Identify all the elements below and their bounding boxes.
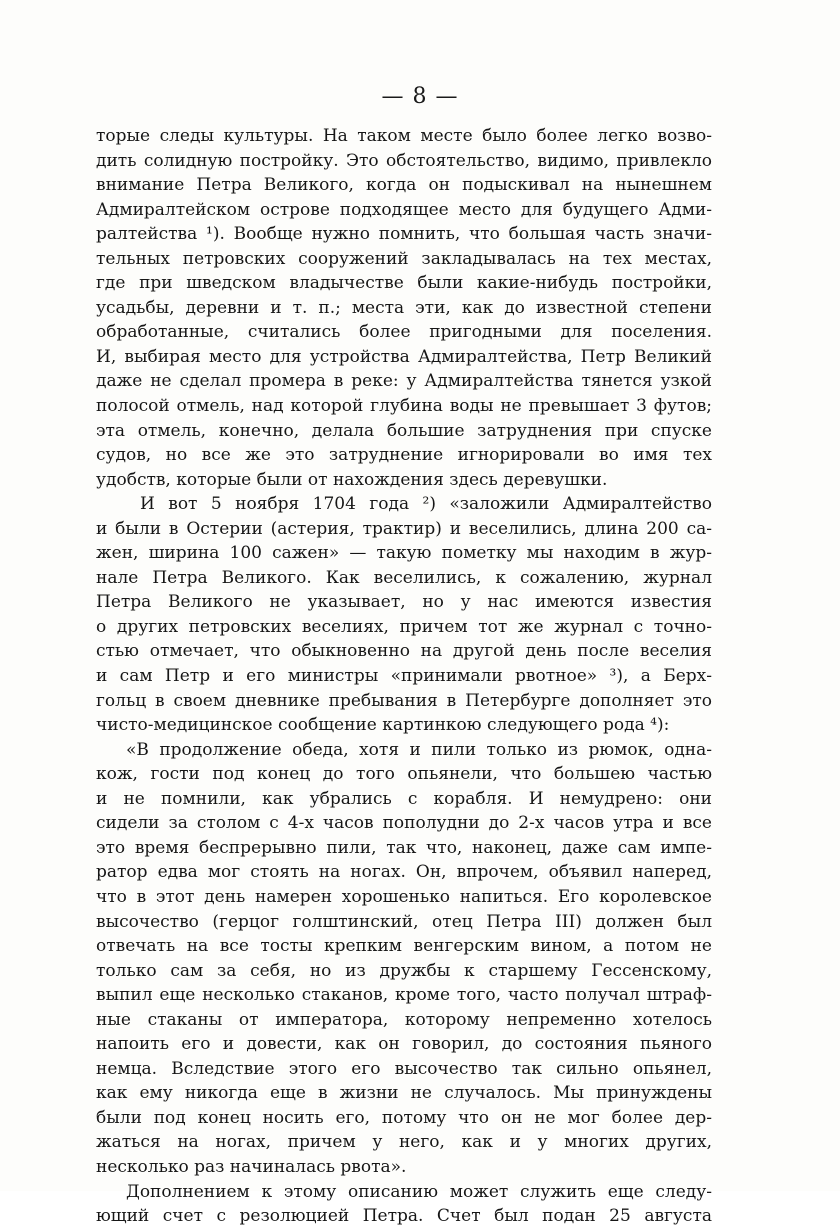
paragraph-start-line: И вот 5 ноября 1704 года ²) «заложили Адмиралтейство [140,494,712,515]
text-line: судов, но все же это затруднение игнорировали во имя тех [96,445,712,466]
text-line: кож, гости под конец до того опьянели, что большею частью [96,764,712,785]
text-line: и не помнили, как убрались с корабля. И немудрено: они [96,788,712,809]
text-line: И, выбирая место для устройства Адмиралтейства, Петр Великий [96,346,712,367]
text-line: были под конец носить его, потому что он не мог более дер- [96,1107,712,1128]
text-line: ные стаканы от императора, которому непременно хотелось [96,1009,712,1030]
text-line: высочество (герцог голштинский, отец Петра III) должен был [96,911,712,932]
text-line: выпил еще несколько стаканов, кроме того, часто получал штраф- [96,985,712,1006]
text-line: торые следы культуры. На таком месте было более легко возво- [96,126,712,146]
text-line: усадьбы, деревни и т. п.; места эти, как до известной степени [96,297,712,318]
text-line: ющий счет с резолюцией Петра. Счет был подан 25 августа [96,1206,712,1227]
text-line: и сам Петр и его министры «принимали рвотное» ³), а Берх- [96,666,712,687]
text-line: нале Петра Великого. Как веселились, к сожалению, журнал [96,567,712,588]
page-number: — 8 — [381,84,459,109]
text-line: жен, ширина 100 сажен» — такую пометку мы находим в жур- [96,543,712,564]
text-line: несколько раз начиналась рвота». [96,1156,407,1177]
text-line: гольц в своем дневнике пребывания в Петербурге дополняет это [96,690,712,711]
text-line: о других петровских веселиях, причем тот же журнал с точно- [96,616,712,637]
text-line: ралтейства ¹). Вообще нужно помнить, что большая часть значи- [96,224,712,245]
text-line: немца. Вследствие этого его высочество так сильно опьянел, [96,1058,712,1079]
text-line: сидели за столом с 4-х часов пополудни до 2-х часов утра и все [96,813,712,834]
text-line: чисто-медицинское сообщение картинкою следующего рода ⁴): [96,715,670,736]
text-line: это время беспрерывно пили, так что, наконец, даже сам импе- [96,837,712,858]
paragraph-start-line: Дополнением к этому описанию может служить еще следу- [126,1181,712,1202]
text-line: что в этот день намерен хорошенько напиться. Его королевское [96,886,712,907]
text-line: дить солидную постройку. Это обстоятельство, видимо, привлекло [96,150,712,171]
text-line: обработанные, считались более пригодными для поселения. [96,322,712,343]
text-line: и были в Остерии (астерия, трактир) и веселились, длина 200 са- [96,518,712,539]
text-line: удобств, которые были от нахождения здесь деревушки. [96,469,608,490]
quote-start-line: «В продолжение обеда, хотя и пили только из рюмок, одна- [126,739,712,760]
text-line: даже не сделал промера в реке: у Адмиралтейства тянется узкой [96,371,712,392]
text-line: стью отмечает, что обыкновенно на другой день после веселия [96,641,712,662]
text-line: Адмиралтейском острове подходящее место для будущего Адми- [96,199,712,220]
text-line: отвечать на все тосты крепким венгерским вином, а потом не [96,936,712,957]
text-line: Петра Великого не указывает, но у нас имеются известия [96,592,712,613]
text-line: эта отмель, конечно, делала большие затруднения при спуске [96,420,712,441]
text-line: полосой отмель, над которой глубина воды не превышает 3 футов; [96,396,712,417]
text-line: как ему никогда еще в жизни не случалось. Мы принуждены [96,1083,712,1104]
text-line: напоить его и довести, как он говорил, до состояния пьяного [96,1034,712,1055]
text-line: внимание Петра Великого, когда он подыскивал на нынешнем [96,175,712,196]
body-text [96,124,712,1229]
text-line: ратор едва мог стоять на ногах. Он, впрочем, объявил наперед, [96,862,712,883]
text-line: жаться на ногах, причем у него, как и у многих других, [96,1132,712,1153]
text-line: где при шведском владычестве были какие-нибудь постройки, [96,273,712,294]
text-line: только сам за себя, но из дружбы к старшему Гессенскому, [96,960,712,981]
text-line: тельных петровских сооружений закладывалась на тех местах, [96,248,712,269]
